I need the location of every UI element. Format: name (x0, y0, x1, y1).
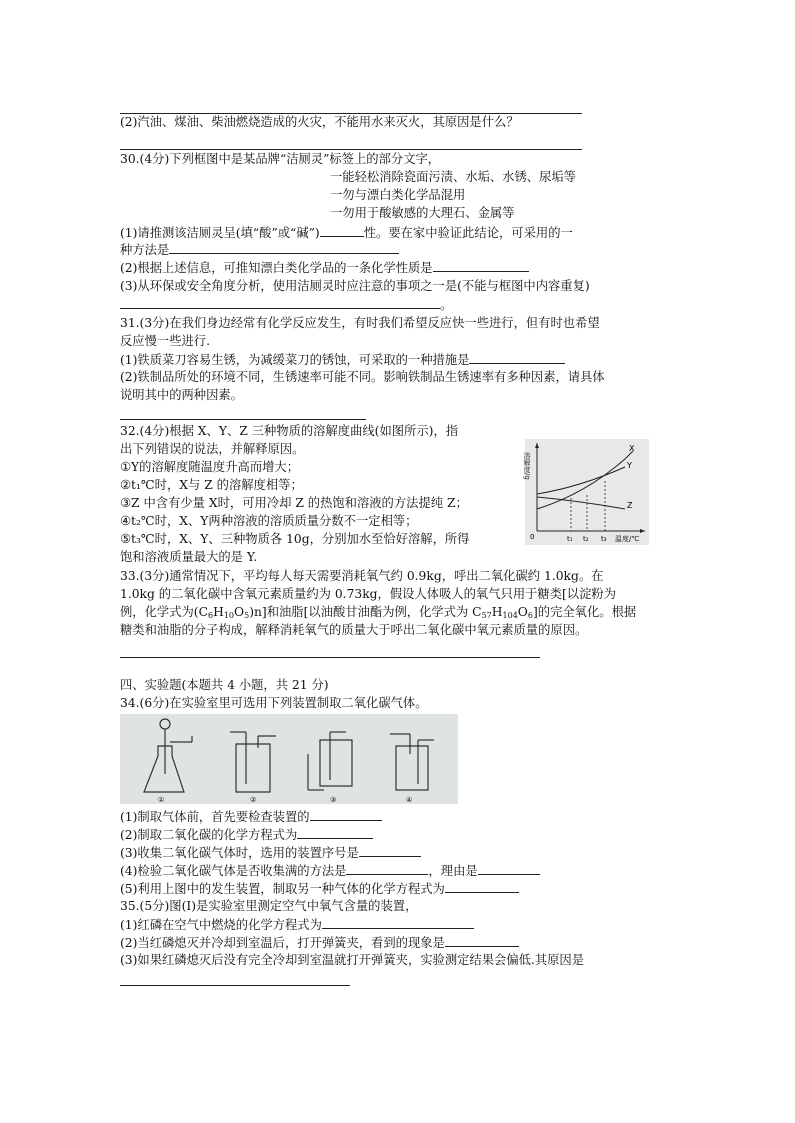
q30-label-line1: 一能轻松消除瓷面污渍、水垢、水锈、尿垢等 (330, 170, 576, 184)
q35-part2-line (120, 934, 519, 952)
q33-sub-2: 10 (223, 611, 235, 620)
q34-title: 34.(6分)在实验室里可选用下列装置制取二氧化碳气体。 (120, 696, 428, 710)
q33-line3-k: O (517, 605, 528, 619)
tick-t2: t₂ (583, 535, 589, 543)
q30-part1-a: (1)请推测该洁厕灵呈(填“酸”或“碱”) (120, 226, 320, 240)
q31-blank1 (469, 351, 565, 364)
q34-part3-line (120, 844, 421, 862)
q33-line3-a: 例，化学式为(C (120, 605, 208, 619)
q35-blank1 (322, 916, 474, 929)
q35-title: 35.(5分)图(Ⅰ)是实验室里测定空气中氧气含量的装置， (120, 899, 418, 913)
q31-title: 31.(3分)在我们身边经常有化学反应发生，有时我们希望反应快一些进行，但有时也希望 (120, 316, 600, 330)
q33-sub-4: 57 (481, 611, 492, 620)
q33-line3-g: )n]和油脂[以油酸甘油酯为例，化学式为 C (249, 605, 482, 619)
curve-label-z: Z (627, 501, 633, 510)
q34-blank1 (310, 808, 382, 821)
q34-part4a: (4)检验二氧化碳气体是否收集满的方法是 (120, 864, 347, 878)
q33-line3-e: O (234, 605, 245, 619)
q32-statement1: ①Y的溶解度随温度升高而增大； (120, 460, 300, 474)
apparatus-label-3: ③ (330, 796, 337, 804)
q35-part1-line (120, 916, 474, 934)
answer-line-q31 (120, 419, 366, 420)
q34-blank2 (297, 826, 373, 839)
q32-statement5a: ⑤t₃℃时，X、Y、三种物质各 10g，分别加水至恰好溶解，所得 (120, 532, 470, 546)
q33-sub-3: 5 (244, 611, 250, 620)
q30-blank2 (169, 241, 399, 254)
curve-label-x: X (629, 444, 635, 453)
q34-part2-line (120, 826, 373, 844)
q29-part2: (2)汽油、煤油、柴油燃烧造成的火灾，不能用水来灭火，其原因是什么？ (120, 115, 519, 129)
q34-part2: (2)制取二氧化碳的化学方程式为 (120, 828, 298, 842)
apparatus-label-4: ④ (406, 796, 413, 804)
answer-line-q33 (120, 657, 540, 658)
q32-statement5b: 饱和溶液质量最大的是 Y. (120, 550, 258, 564)
q31-part2a: (2)铁制品所处的环境不同，生锈速率可能不同。影响铁制品生锈速率有多种因素，请具体 (120, 370, 605, 384)
solubility-curve-figure (525, 439, 649, 545)
q30-part1-c: 种方法是 (120, 243, 170, 257)
q30-title: 30.(4分)下列框图中是某品牌“洁厕灵”标签上的部分文字， (120, 152, 441, 166)
q33-line2: 1.0kg 的二氧化碳中含氧元素质量约为 0.73kg，假设人体吸人的氧气只用于糖类[以淀粉为 (120, 587, 616, 601)
q34-blank5 (478, 862, 540, 875)
answer-line-q29-2 (120, 149, 582, 150)
q33-line3-i: H (491, 605, 503, 619)
q30-part1-c-line (120, 241, 399, 259)
q31-title2: 反应慢一些进行. (120, 334, 210, 348)
q32-title2: 出下列错误的说法，并解释原因。 (120, 442, 305, 456)
q34-part1: (1)制取气体前，首先要检查装置的 (120, 810, 310, 824)
q35-blank2 (445, 934, 519, 947)
co2-apparatus-figure (120, 714, 458, 804)
q32-statement4: ④t₂℃时，X、Y两种溶液的溶质质量分数不一定相等； (120, 514, 418, 528)
q32-statement3: ③Z 中含有少量 X时，可用冷却 Z 的热饱和溶液的方法提纯 Z； (120, 496, 468, 510)
tick-t3: t₃ (601, 535, 607, 543)
q34-part4-line (120, 862, 540, 880)
q33-line3-m: ]的完全氧化。根据 (532, 605, 637, 619)
q34-part4b: ，理由是 (428, 864, 478, 878)
q30-part2: (2)根据上述信息，可推知漂白类化学品的一条化学性质是 (120, 261, 433, 275)
q34-part5-line (120, 880, 519, 898)
q33-line3 (120, 604, 636, 621)
q30-part3: (3)从环保或安全角度分析，使用洁厕灵时应注意的事项之一是(不能与框图中内容重复) (120, 279, 590, 293)
q34-part3: (3)收集二氧化碳气体时，选用的装置序号是 (120, 846, 359, 860)
q30-part2-line (120, 259, 529, 277)
tick-t1: t₁ (567, 535, 573, 543)
q33-line3-c: H (213, 605, 224, 619)
q33-line4: 糖类和油脂的分子构成，解释消耗氧气的质量大于呼出二氧化碳中氧元素质量的原因。 (120, 623, 588, 637)
q34-part1-line (120, 808, 382, 826)
q30-part3-end-line (120, 296, 452, 314)
q31-part1: (1)铁质菜刀容易生锈，为减缓菜刀的锈蚀，可采取的一种措施是 (120, 353, 470, 367)
q33-sub-5: 104 (502, 611, 518, 620)
q31-part2b: 说明其中的两种因素。 (120, 388, 243, 402)
chart-xlabel: 温度/℃ (615, 535, 640, 543)
q34-blank3 (359, 844, 421, 857)
q30-part3-end: 。 (440, 298, 453, 312)
q30-blank3 (433, 259, 529, 272)
q34-blank4 (346, 862, 428, 875)
chart-ylabel: 溶解度/g (523, 452, 531, 480)
q32-title: 32.(4分)根据 X、Y、Z 三种物质的溶解度曲线(如图所示)，指 (120, 424, 459, 438)
section4-title: 四、实验题(本题共 4 小题，共 21 分) (120, 678, 329, 692)
q34-blank6 (445, 880, 519, 893)
q30-blank4 (120, 296, 440, 309)
q33-line1: 33.(3分)通常情况下，平均每人每天需要消耗氧气约 0.9kg，呼出二氧化碳约 1.0kg。在 (120, 569, 604, 583)
q35-part3: (3)如果红磷熄灭后没有完全冷却到室温就打开弹簧夹，实验测定结果会偏低.其原因是 (120, 953, 585, 967)
apparatus-label-2: ② (250, 796, 257, 804)
q30-label-line3: 一勿用于酸敏感的大理石、金属等 (330, 206, 515, 220)
q30-part1 (120, 224, 573, 242)
q30-part1-b: 性。要在家中验证此结论，可采用的一 (363, 226, 573, 240)
apparatus-label-1: ① (158, 796, 165, 804)
q30-label-line2: 一勿与漂白类化学品混用 (330, 188, 466, 202)
q33-sub-1: 6 (208, 611, 214, 620)
q33-sub-6: 6 (527, 611, 533, 620)
q31-part1-line (120, 351, 565, 369)
q32-statement2: ②t₁℃时，X与 Z 的溶解度相等； (120, 478, 303, 492)
chart-origin: 0 (530, 533, 535, 541)
q35-part2: (2)当红磷熄灭并冷却到室温后，打开弹簧夹，看到的现象是 (120, 936, 445, 950)
q35-part1: (1)红磷在空气中燃烧的化学方程式为 (120, 918, 322, 932)
curve-label-y: Y (627, 461, 632, 470)
q34-part5: (5)利用上图中的发生装置，制取另一种气体的化学方程式为 (120, 882, 445, 896)
q30-blank1 (320, 224, 364, 237)
answer-line-q35 (120, 985, 350, 986)
